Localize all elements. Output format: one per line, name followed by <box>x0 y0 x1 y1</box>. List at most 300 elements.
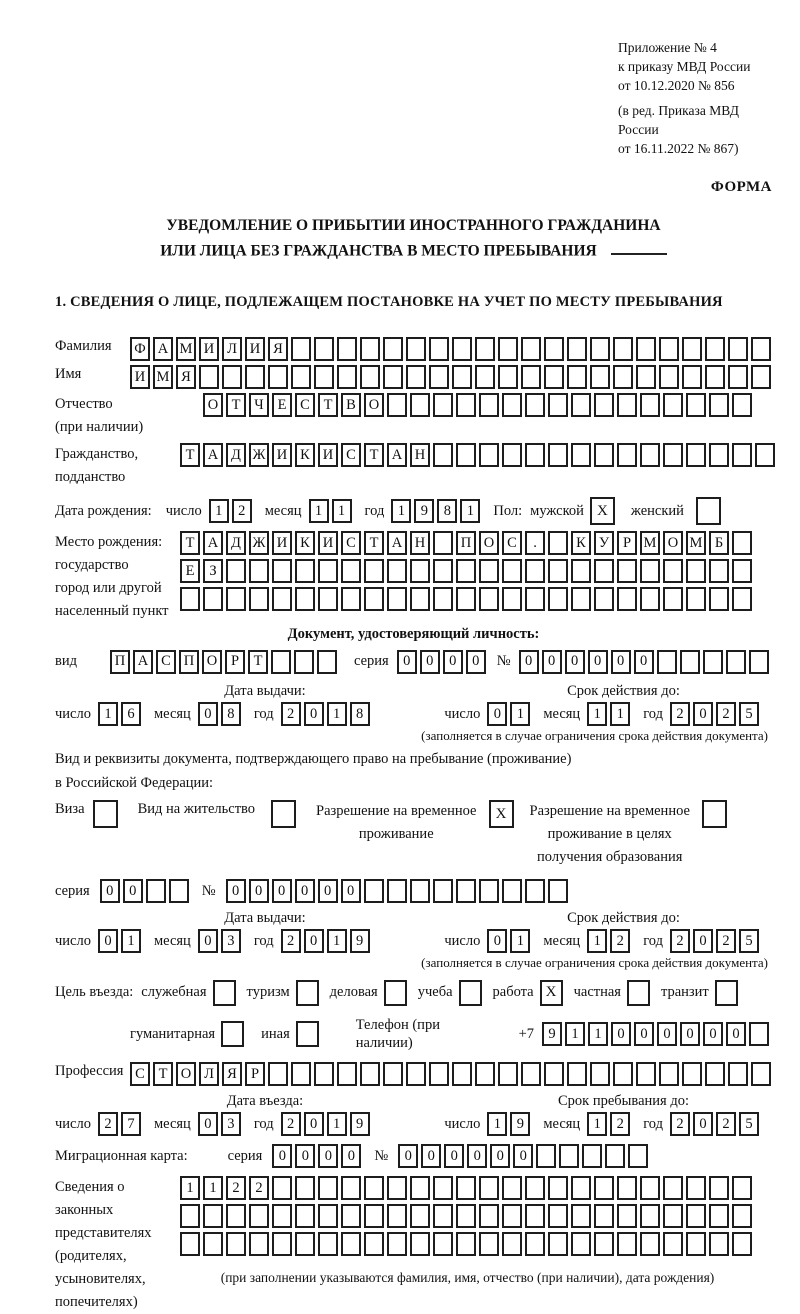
char-cell[interactable]: И <box>245 337 265 361</box>
char-cell[interactable] <box>594 587 614 611</box>
char-cell[interactable]: О <box>202 650 222 674</box>
char-cell[interactable] <box>686 559 706 583</box>
char-cell[interactable] <box>360 337 380 361</box>
permit-expiry-year[interactable] <box>670 929 762 953</box>
char-cell[interactable] <box>314 1062 334 1086</box>
char-cell[interactable] <box>703 650 723 674</box>
char-cell[interactable]: 9 <box>414 499 434 523</box>
char-cell[interactable] <box>410 1176 430 1200</box>
char-cell[interactable]: 0 <box>634 650 654 674</box>
char-cell[interactable] <box>613 337 633 361</box>
char-cell[interactable] <box>226 587 246 611</box>
char-cell[interactable] <box>640 1176 660 1200</box>
char-cell[interactable] <box>521 1062 541 1086</box>
char-cell[interactable] <box>617 443 637 467</box>
purpose-tourism-checkbox[interactable] <box>296 980 319 1006</box>
char-cell[interactable]: 2 <box>716 1112 736 1136</box>
char-cell[interactable]: Т <box>180 531 200 555</box>
char-cell[interactable] <box>341 1232 361 1256</box>
char-cell[interactable] <box>594 393 614 417</box>
char-cell[interactable]: 0 <box>421 1144 441 1168</box>
char-cell[interactable] <box>548 443 568 467</box>
char-cell[interactable]: И <box>272 443 292 467</box>
char-cell[interactable]: И <box>272 531 292 555</box>
char-cell[interactable] <box>613 1062 633 1086</box>
char-cell[interactable] <box>590 337 610 361</box>
char-cell[interactable]: 2 <box>98 1112 118 1136</box>
char-cell[interactable] <box>222 365 242 389</box>
char-cell[interactable] <box>571 1176 591 1200</box>
char-cell[interactable]: 2 <box>281 702 301 726</box>
char-cell[interactable] <box>617 1204 637 1228</box>
char-cell[interactable] <box>590 1062 610 1086</box>
char-cell[interactable]: Б <box>709 531 729 555</box>
birthplace-cells-2[interactable] <box>180 559 755 583</box>
char-cell[interactable] <box>387 1176 407 1200</box>
char-cell[interactable]: Т <box>318 393 338 417</box>
char-cell[interactable]: М <box>153 365 173 389</box>
char-cell[interactable] <box>544 337 564 361</box>
char-cell[interactable] <box>659 365 679 389</box>
char-cell[interactable] <box>705 365 725 389</box>
char-cell[interactable] <box>548 1204 568 1228</box>
char-cell[interactable] <box>582 1144 602 1168</box>
char-cell[interactable]: 0 <box>588 650 608 674</box>
permit-number-cells[interactable] <box>226 879 571 903</box>
char-cell[interactable] <box>548 393 568 417</box>
char-cell[interactable] <box>249 559 269 583</box>
char-cell[interactable] <box>410 587 430 611</box>
char-cell[interactable] <box>295 559 315 583</box>
char-cell[interactable] <box>337 1062 357 1086</box>
char-cell[interactable]: М <box>176 337 196 361</box>
char-cell[interactable]: 2 <box>716 702 736 726</box>
char-cell[interactable]: Р <box>245 1062 265 1086</box>
purpose-study-checkbox[interactable] <box>459 980 482 1006</box>
char-cell[interactable]: 0 <box>198 1112 218 1136</box>
char-cell[interactable] <box>663 1176 683 1200</box>
char-cell[interactable] <box>317 650 337 674</box>
rvp-checkbox[interactable]: X <box>489 800 514 828</box>
char-cell[interactable]: Д <box>226 531 246 555</box>
char-cell[interactable]: 0 <box>98 929 118 953</box>
char-cell[interactable] <box>387 1232 407 1256</box>
char-cell[interactable] <box>709 393 729 417</box>
char-cell[interactable] <box>452 365 472 389</box>
char-cell[interactable]: 1 <box>309 499 329 523</box>
char-cell[interactable]: С <box>341 531 361 555</box>
birth-year-cells[interactable] <box>391 499 483 523</box>
char-cell[interactable] <box>605 1144 625 1168</box>
char-cell[interactable]: 0 <box>341 1144 361 1168</box>
char-cell[interactable]: 0 <box>693 929 713 953</box>
char-cell[interactable] <box>169 879 189 903</box>
char-cell[interactable] <box>364 587 384 611</box>
char-cell[interactable]: Р <box>617 531 637 555</box>
char-cell[interactable] <box>548 587 568 611</box>
char-cell[interactable] <box>479 559 499 583</box>
char-cell[interactable] <box>433 879 453 903</box>
char-cell[interactable]: 5 <box>739 929 759 953</box>
char-cell[interactable]: 9 <box>350 1112 370 1136</box>
char-cell[interactable] <box>249 1232 269 1256</box>
char-cell[interactable] <box>525 393 545 417</box>
char-cell[interactable]: 0 <box>295 1144 315 1168</box>
char-cell[interactable] <box>548 1176 568 1200</box>
char-cell[interactable]: 0 <box>693 702 713 726</box>
char-cell[interactable] <box>341 559 361 583</box>
char-cell[interactable] <box>456 1204 476 1228</box>
char-cell[interactable] <box>456 1232 476 1256</box>
char-cell[interactable] <box>341 1176 361 1200</box>
char-cell[interactable] <box>295 1176 315 1200</box>
char-cell[interactable] <box>571 1232 591 1256</box>
char-cell[interactable] <box>732 443 752 467</box>
char-cell[interactable] <box>295 587 315 611</box>
char-cell[interactable] <box>682 337 702 361</box>
char-cell[interactable] <box>640 559 660 583</box>
char-cell[interactable] <box>686 1232 706 1256</box>
char-cell[interactable]: О <box>203 393 223 417</box>
char-cell[interactable]: Е <box>272 393 292 417</box>
char-cell[interactable]: М <box>686 531 706 555</box>
char-cell[interactable] <box>751 337 771 361</box>
char-cell[interactable] <box>548 559 568 583</box>
purpose-commercial-checkbox[interactable] <box>384 980 407 1006</box>
char-cell[interactable] <box>387 559 407 583</box>
char-cell[interactable] <box>686 393 706 417</box>
char-cell[interactable]: 1 <box>587 929 607 953</box>
char-cell[interactable]: Т <box>364 531 384 555</box>
char-cell[interactable]: 1 <box>510 702 530 726</box>
char-cell[interactable]: 0 <box>467 1144 487 1168</box>
char-cell[interactable] <box>594 443 614 467</box>
char-cell[interactable]: Т <box>248 650 268 674</box>
char-cell[interactable] <box>429 337 449 361</box>
char-cell[interactable]: Я <box>176 365 196 389</box>
phone-cells[interactable] <box>542 1022 772 1046</box>
char-cell[interactable]: Р <box>225 650 245 674</box>
char-cell[interactable] <box>502 443 522 467</box>
char-cell[interactable] <box>567 365 587 389</box>
char-cell[interactable] <box>318 1176 338 1200</box>
permit-issue-year[interactable] <box>281 929 373 953</box>
char-cell[interactable]: К <box>295 531 315 555</box>
char-cell[interactable] <box>548 1232 568 1256</box>
char-cell[interactable] <box>360 1062 380 1086</box>
char-cell[interactable] <box>314 337 334 361</box>
representatives-cells-3[interactable] <box>180 1232 755 1256</box>
char-cell[interactable]: 2 <box>232 499 252 523</box>
char-cell[interactable]: 0 <box>226 879 246 903</box>
char-cell[interactable]: 1 <box>121 929 141 953</box>
char-cell[interactable] <box>659 337 679 361</box>
birthplace-cells-1[interactable] <box>180 531 755 555</box>
stay-month[interactable] <box>587 1112 633 1136</box>
char-cell[interactable] <box>525 879 545 903</box>
char-cell[interactable] <box>249 1204 269 1228</box>
char-cell[interactable] <box>732 587 752 611</box>
char-cell[interactable] <box>341 1204 361 1228</box>
char-cell[interactable] <box>571 1204 591 1228</box>
char-cell[interactable] <box>686 1204 706 1228</box>
char-cell[interactable]: 1 <box>203 1176 223 1200</box>
char-cell[interactable] <box>410 393 430 417</box>
char-cell[interactable]: 0 <box>487 702 507 726</box>
stay-day[interactable] <box>487 1112 533 1136</box>
char-cell[interactable] <box>272 1176 292 1200</box>
char-cell[interactable] <box>525 1232 545 1256</box>
purpose-transit-checkbox[interactable] <box>715 980 738 1006</box>
char-cell[interactable]: 1 <box>588 1022 608 1046</box>
char-cell[interactable] <box>387 587 407 611</box>
char-cell[interactable] <box>594 1232 614 1256</box>
char-cell[interactable] <box>640 393 660 417</box>
char-cell[interactable] <box>272 1232 292 1256</box>
char-cell[interactable]: П <box>456 531 476 555</box>
char-cell[interactable] <box>410 559 430 583</box>
char-cell[interactable]: С <box>502 531 522 555</box>
char-cell[interactable] <box>245 365 265 389</box>
char-cell[interactable]: 1 <box>610 702 630 726</box>
char-cell[interactable]: И <box>318 531 338 555</box>
char-cell[interactable] <box>406 1062 426 1086</box>
char-cell[interactable] <box>544 1062 564 1086</box>
char-cell[interactable]: 0 <box>304 1112 324 1136</box>
char-cell[interactable] <box>226 1232 246 1256</box>
char-cell[interactable]: А <box>387 531 407 555</box>
char-cell[interactable] <box>456 443 476 467</box>
char-cell[interactable]: С <box>341 443 361 467</box>
char-cell[interactable] <box>617 587 637 611</box>
char-cell[interactable]: Я <box>222 1062 242 1086</box>
char-cell[interactable]: О <box>364 393 384 417</box>
char-cell[interactable]: 2 <box>226 1176 246 1200</box>
char-cell[interactable]: 0 <box>318 1144 338 1168</box>
char-cell[interactable]: 0 <box>443 650 463 674</box>
char-cell[interactable] <box>410 1204 430 1228</box>
char-cell[interactable] <box>433 587 453 611</box>
char-cell[interactable] <box>548 879 568 903</box>
char-cell[interactable] <box>337 365 357 389</box>
char-cell[interactable] <box>180 587 200 611</box>
char-cell[interactable] <box>732 1176 752 1200</box>
char-cell[interactable]: У <box>594 531 614 555</box>
char-cell[interactable] <box>636 365 656 389</box>
char-cell[interactable] <box>728 365 748 389</box>
char-cell[interactable] <box>502 1204 522 1228</box>
iddoc-issue-month[interactable] <box>198 702 244 726</box>
char-cell[interactable] <box>705 1062 725 1086</box>
char-cell[interactable]: Л <box>222 337 242 361</box>
char-cell[interactable] <box>383 1062 403 1086</box>
char-cell[interactable] <box>479 1176 499 1200</box>
profession-cells[interactable] <box>130 1062 774 1086</box>
char-cell[interactable] <box>594 1176 614 1200</box>
char-cell[interactable] <box>479 1204 499 1228</box>
char-cell[interactable] <box>709 1176 729 1200</box>
char-cell[interactable] <box>636 1062 656 1086</box>
char-cell[interactable]: 0 <box>123 879 143 903</box>
char-cell[interactable] <box>364 1176 384 1200</box>
char-cell[interactable]: 0 <box>693 1112 713 1136</box>
char-cell[interactable] <box>272 1204 292 1228</box>
char-cell[interactable] <box>728 1062 748 1086</box>
char-cell[interactable] <box>479 393 499 417</box>
char-cell[interactable]: 5 <box>739 702 759 726</box>
char-cell[interactable]: Ф <box>130 337 150 361</box>
char-cell[interactable] <box>364 559 384 583</box>
char-cell[interactable]: С <box>156 650 176 674</box>
char-cell[interactable] <box>314 365 334 389</box>
char-cell[interactable] <box>199 365 219 389</box>
char-cell[interactable]: 0 <box>657 1022 677 1046</box>
char-cell[interactable]: 2 <box>249 1176 269 1200</box>
purpose-other-checkbox[interactable] <box>296 1021 319 1047</box>
char-cell[interactable]: 0 <box>198 929 218 953</box>
char-cell[interactable] <box>732 559 752 583</box>
char-cell[interactable]: 0 <box>726 1022 746 1046</box>
char-cell[interactable] <box>567 1062 587 1086</box>
char-cell[interactable] <box>479 443 499 467</box>
char-cell[interactable]: 0 <box>519 650 539 674</box>
char-cell[interactable]: Ж <box>249 443 269 467</box>
char-cell[interactable]: 0 <box>198 702 218 726</box>
char-cell[interactable] <box>502 393 522 417</box>
char-cell[interactable] <box>291 365 311 389</box>
char-cell[interactable] <box>479 879 499 903</box>
char-cell[interactable]: В <box>341 393 361 417</box>
char-cell[interactable] <box>751 365 771 389</box>
char-cell[interactable] <box>498 1062 518 1086</box>
char-cell[interactable] <box>732 393 752 417</box>
char-cell[interactable]: 1 <box>327 702 347 726</box>
iddoc-issue-year[interactable] <box>281 702 373 726</box>
char-cell[interactable] <box>525 443 545 467</box>
char-cell[interactable]: 1 <box>332 499 352 523</box>
char-cell[interactable]: 1 <box>587 1112 607 1136</box>
char-cell[interactable] <box>732 1204 752 1228</box>
char-cell[interactable]: 2 <box>670 1112 690 1136</box>
char-cell[interactable] <box>180 1204 200 1228</box>
char-cell[interactable] <box>360 365 380 389</box>
char-cell[interactable] <box>452 337 472 361</box>
char-cell[interactable] <box>755 443 775 467</box>
permit-expiry-day[interactable] <box>487 929 533 953</box>
sex-male-checkbox[interactable]: X <box>590 497 615 525</box>
char-cell[interactable]: К <box>571 531 591 555</box>
char-cell[interactable]: 0 <box>565 650 585 674</box>
char-cell[interactable]: А <box>387 443 407 467</box>
char-cell[interactable]: 0 <box>487 929 507 953</box>
char-cell[interactable]: О <box>176 1062 196 1086</box>
char-cell[interactable] <box>318 559 338 583</box>
char-cell[interactable] <box>571 443 591 467</box>
char-cell[interactable] <box>640 587 660 611</box>
char-cell[interactable] <box>433 1176 453 1200</box>
char-cell[interactable]: 9 <box>542 1022 562 1046</box>
char-cell[interactable]: 9 <box>510 1112 530 1136</box>
char-cell[interactable]: Я <box>268 337 288 361</box>
char-cell[interactable]: 2 <box>610 1112 630 1136</box>
char-cell[interactable]: 3 <box>221 1112 241 1136</box>
char-cell[interactable] <box>337 337 357 361</box>
char-cell[interactable] <box>406 365 426 389</box>
char-cell[interactable] <box>226 559 246 583</box>
char-cell[interactable] <box>433 559 453 583</box>
char-cell[interactable]: П <box>179 650 199 674</box>
char-cell[interactable]: Т <box>364 443 384 467</box>
char-cell[interactable]: Т <box>226 393 246 417</box>
char-cell[interactable] <box>410 879 430 903</box>
char-cell[interactable] <box>387 1204 407 1228</box>
char-cell[interactable] <box>475 365 495 389</box>
char-cell[interactable] <box>613 365 633 389</box>
char-cell[interactable]: 2 <box>716 929 736 953</box>
char-cell[interactable] <box>456 587 476 611</box>
char-cell[interactable] <box>680 650 700 674</box>
char-cell[interactable]: 1 <box>327 929 347 953</box>
char-cell[interactable] <box>663 587 683 611</box>
purpose-work-checkbox[interactable]: X <box>540 980 563 1006</box>
char-cell[interactable]: 1 <box>98 702 118 726</box>
char-cell[interactable]: 0 <box>634 1022 654 1046</box>
char-cell[interactable] <box>594 1204 614 1228</box>
char-cell[interactable] <box>452 1062 472 1086</box>
char-cell[interactable] <box>180 1232 200 1256</box>
char-cell[interactable]: А <box>133 650 153 674</box>
citizenship-cells[interactable] <box>180 443 778 467</box>
char-cell[interactable]: 8 <box>437 499 457 523</box>
char-cell[interactable] <box>341 587 361 611</box>
permit-seriya-cells[interactable] <box>100 879 192 903</box>
char-cell[interactable] <box>387 393 407 417</box>
migration-seriya-cells[interactable] <box>272 1144 364 1168</box>
iddoc-expiry-month[interactable] <box>587 702 633 726</box>
char-cell[interactable]: 0 <box>680 1022 700 1046</box>
char-cell[interactable]: 0 <box>398 1144 418 1168</box>
representatives-cells-1[interactable] <box>180 1176 755 1200</box>
char-cell[interactable] <box>502 1232 522 1256</box>
char-cell[interactable] <box>387 879 407 903</box>
entry-day[interactable] <box>98 1112 144 1136</box>
char-cell[interactable] <box>364 1232 384 1256</box>
char-cell[interactable]: 1 <box>460 499 480 523</box>
char-cell[interactable]: 0 <box>397 650 417 674</box>
stay-year[interactable] <box>670 1112 762 1136</box>
char-cell[interactable] <box>433 1204 453 1228</box>
char-cell[interactable] <box>502 559 522 583</box>
char-cell[interactable]: 2 <box>281 1112 301 1136</box>
char-cell[interactable] <box>479 587 499 611</box>
char-cell[interactable]: М <box>640 531 660 555</box>
char-cell[interactable]: 0 <box>611 650 631 674</box>
char-cell[interactable] <box>536 1144 556 1168</box>
char-cell[interactable] <box>663 1232 683 1256</box>
char-cell[interactable] <box>502 1176 522 1200</box>
iddoc-number-cells[interactable] <box>519 650 772 674</box>
visa-checkbox[interactable] <box>93 800 118 828</box>
firstname-cells[interactable] <box>130 365 774 389</box>
char-cell[interactable] <box>295 1232 315 1256</box>
char-cell[interactable]: 0 <box>272 1144 292 1168</box>
char-cell[interactable] <box>709 559 729 583</box>
char-cell[interactable] <box>709 587 729 611</box>
iddoc-seriya-cells[interactable] <box>397 650 489 674</box>
char-cell[interactable] <box>521 337 541 361</box>
char-cell[interactable] <box>571 393 591 417</box>
char-cell[interactable] <box>709 443 729 467</box>
